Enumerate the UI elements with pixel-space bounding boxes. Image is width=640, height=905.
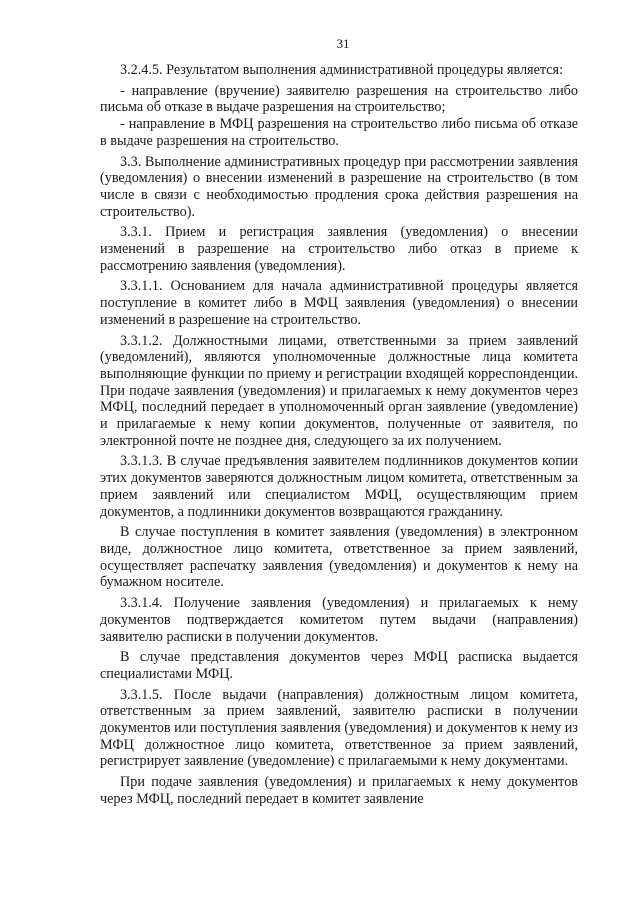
paragraph-3-3-1-1: 3.3.1.1. Основанием для начала административной процедуры является поступление в комитет либо в МФЦ заявления (уведомления) о внесении изменений в разрешение на строительство. [100, 278, 578, 328]
paragraph-electronic-submission: В случае поступления в комитет заявления (уведомления) в электронном виде, должностное лицо комитета, ответственное за прием заявлений, осуществляет распечатку заявления (уведомления) и документов к нему на бумажном носителе. [100, 524, 578, 591]
paragraph-3-3-1-5: 3.3.1.5. После выдачи (направления) должностным лицом комитета, ответственным за прием заявлений, заявителю расписки в получении документов или поступления заявления (уведомления) и документов к нему из МФЦ должностное лицо комитета, ответственное за прием заявлений, регистрирует заявление (уведомление) с прилагаемыми к нему документами. [100, 686, 578, 770]
paragraph-mfc-submission: При подаче заявления (уведомления) и прилагаемых к нему документов через МФЦ, последний передает в комитет заявление [100, 774, 578, 807]
paragraph-3-3-1-2: 3.3.1.2. Должностными лицами, ответственными за прием заявлений (уведомлений), являются уполномоченные должностные лица комитета выполняющие функции по приему и регистрации входящей корреспонденции. При подаче заявления (уведомления) и прилагаемых к нему документов через МФЦ, последний передает в уполномоченный орган заявление (уведомление) и прилагаемые к нему копии документов, полученные от заявителя, по электронной почте не позднее дня, следующего за их получением. [100, 332, 578, 449]
page-number: 31 [336, 36, 350, 51]
paragraph-mfc-receipt: В случае представления документов через МФЦ расписка выдается специалистами МФЦ. [100, 649, 578, 682]
paragraph-3-3: 3.3. Выполнение административных процедур при рассмотрении заявления (уведомления) о внесении изменений в разрешение на строительство (в том числе в связи с необходимостью продления срока действия разрешения на строительство). [100, 153, 578, 220]
paragraph-3-2-4-5: 3.2.4.5. Результатом выполнения административной процедуры является: [120, 62, 564, 78]
paragraph-3-3-1-4: 3.3.1.4. Получение заявления (уведомления) и прилагаемых к нему документов подтверждается комитетом путем выдачи (направления) заявителю расписки в получении документов. [100, 595, 578, 645]
paragraph-result-item-2: - направление в МФЦ разрешения на строительство либо письма об отказе в выдаче разрешения на строительство. [100, 116, 578, 149]
paragraph-result-item-1: - направление (вручение) заявителю разрешения на строительство либо письма об отказе в выдаче разрешения на строительство; [100, 82, 578, 116]
paragraph-3-3-1: 3.3.1. Прием и регистрация заявления (уведомления) о внесении изменений в разрешение на строительство либо отказ в приеме к рассмотрению заявления (уведомления). [100, 224, 578, 274]
paragraph-3-3-1-3: 3.3.1.3. В случае предъявления заявителем подлинников документов копии этих документов заверяются должностным лицом комитета, ответственным за прием заявлений или специалистом МФЦ, осуществляющим прием документов, а подлинники документов возвращаются гражданину. [100, 453, 578, 520]
document-body [100, 62, 578, 808]
